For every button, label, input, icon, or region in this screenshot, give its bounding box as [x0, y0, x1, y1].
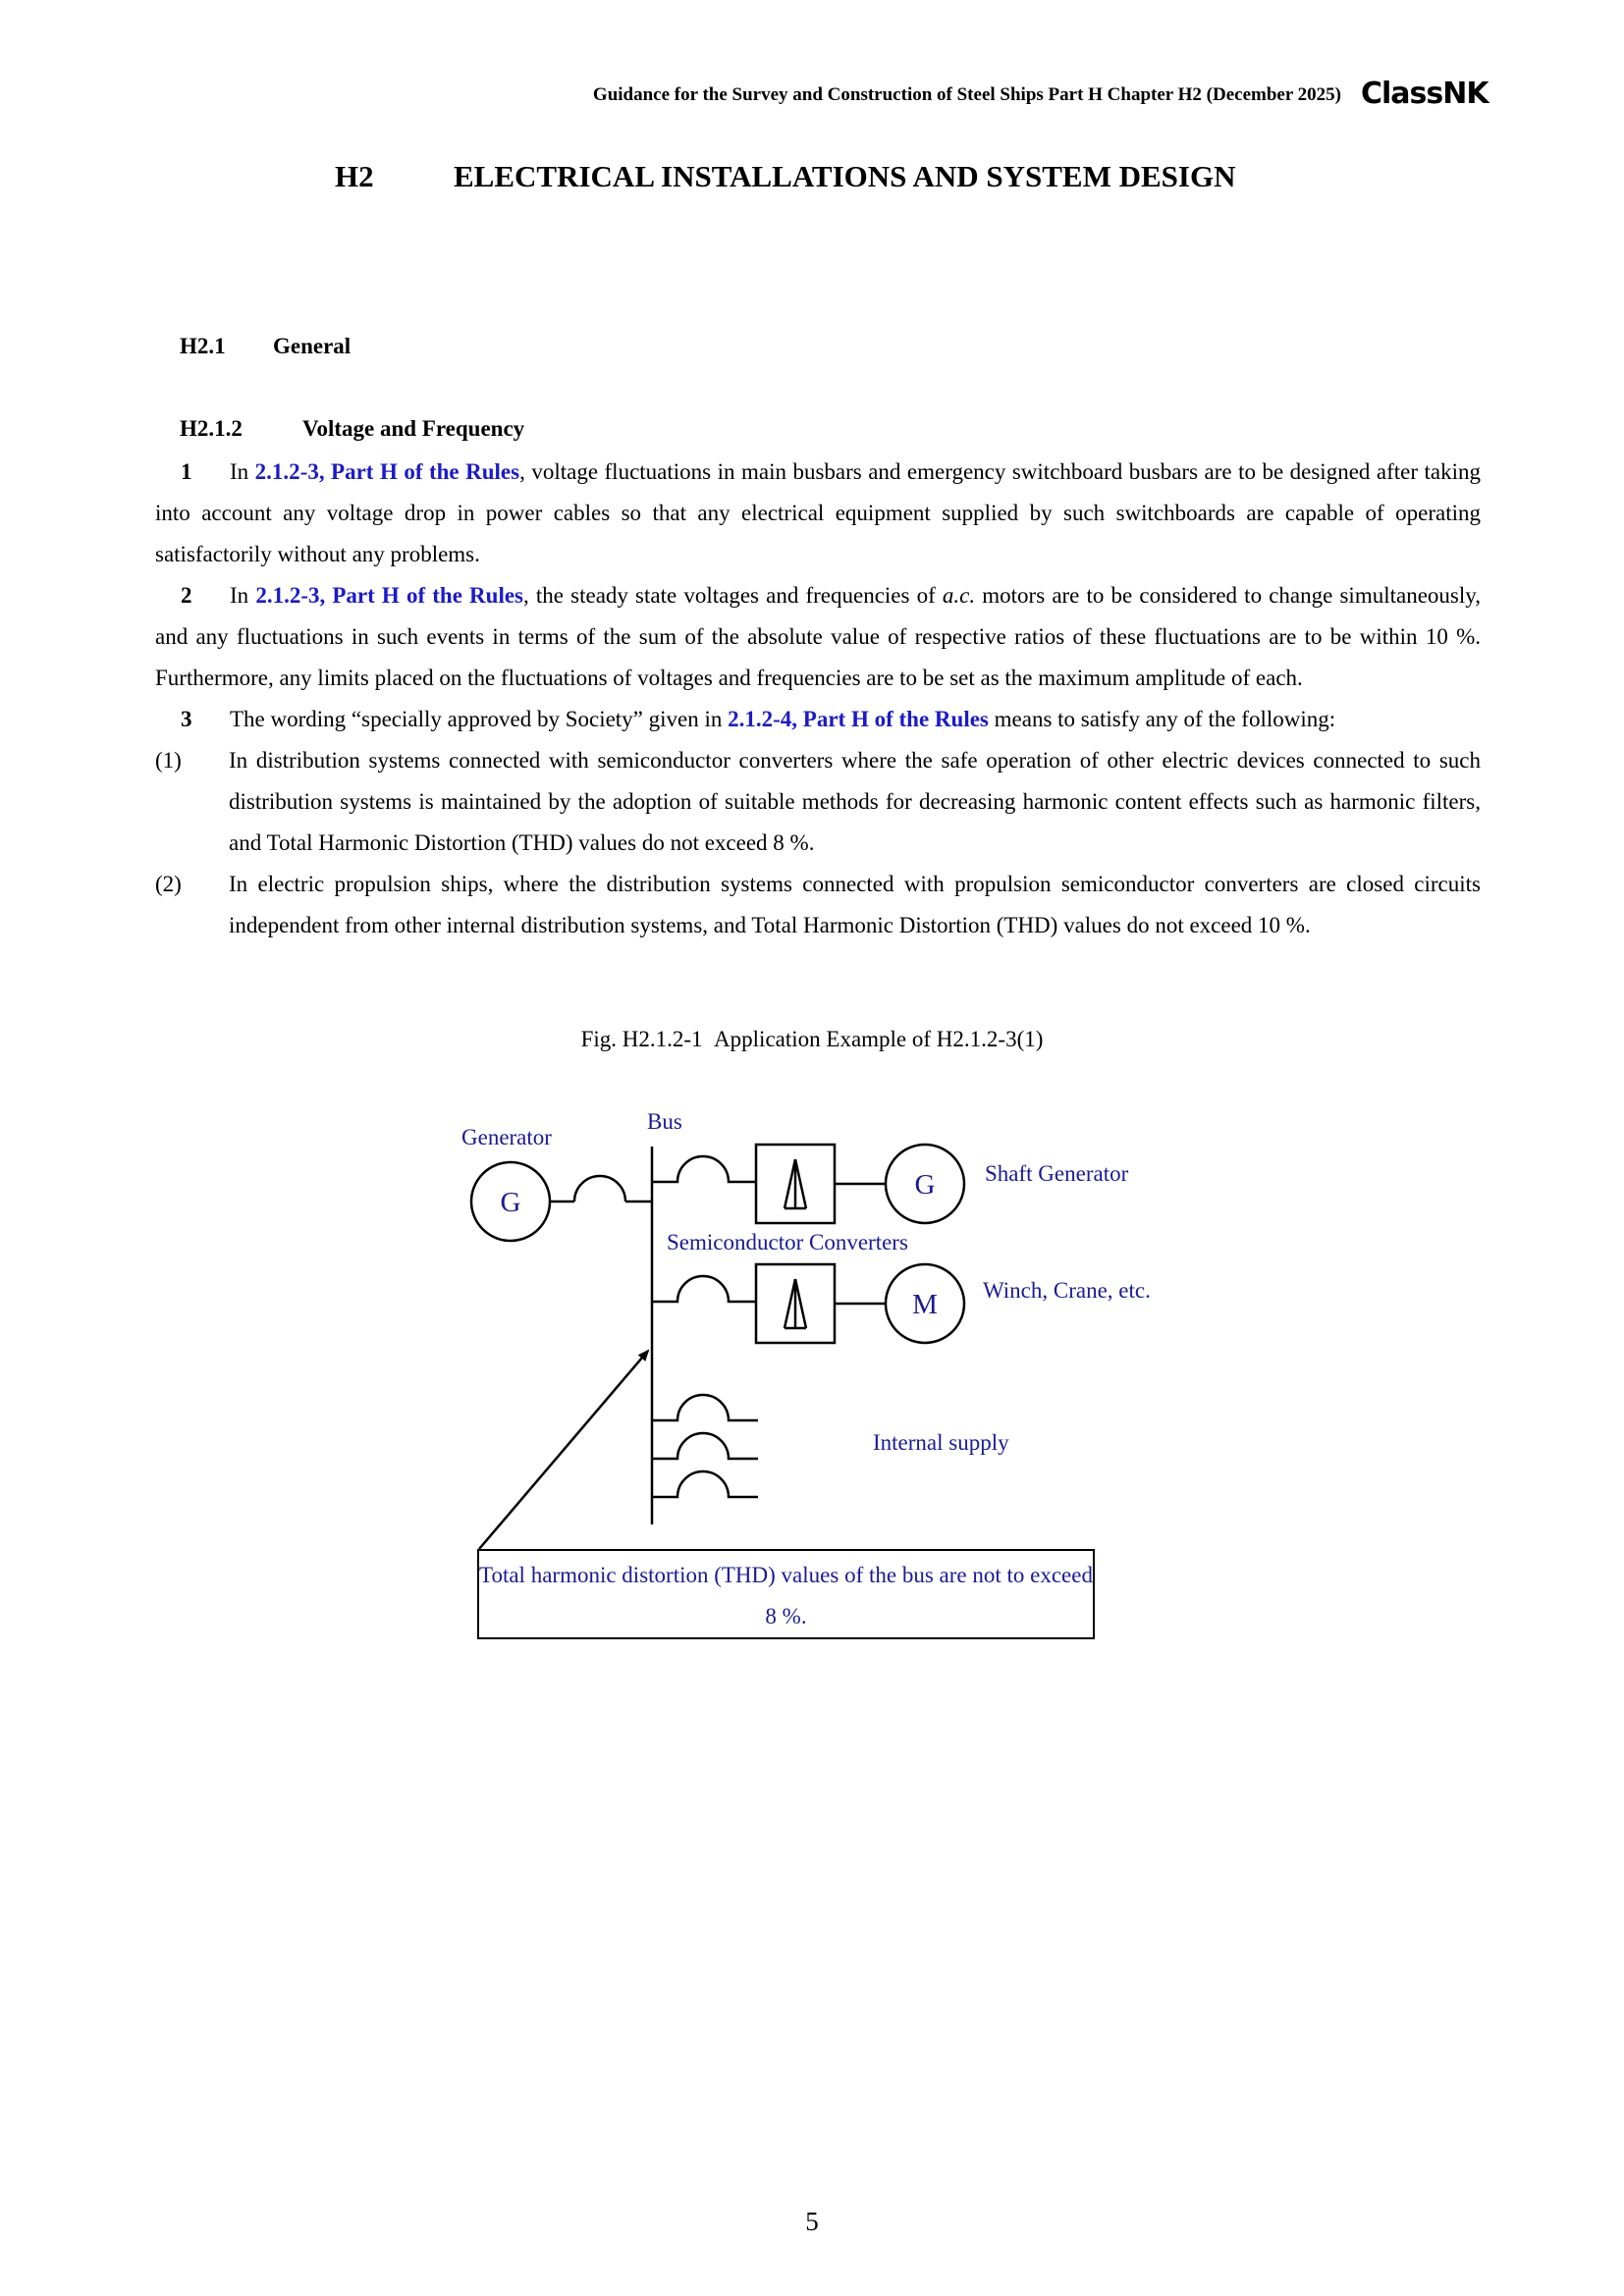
list-item-text: In electric propulsion ships, where the distribution systems connected with propulsion semiconductor converters are closed circuits independent from other internal distribution systems, and Total Harmonic Distortion (THD) values do not exceed 10 %.: [229, 872, 1481, 937]
subsection-title: Voltage and Frequency: [302, 416, 525, 441]
chapter-title: ELECTRICAL INSTALLATIONS AND SYSTEM DESIGN: [454, 159, 1236, 193]
running-title: Guidance for the Survey and Construction of Steel Ships Part H Chapter H2 (December 2025): [592, 84, 1341, 105]
semiconductor-converters-label: Semiconductor Converters: [667, 1230, 908, 1255]
internal-supply-label: Internal supply: [873, 1430, 1009, 1455]
shaft-generator-label: Shaft Generator: [985, 1161, 1129, 1186]
thd-note-box: Total harmonic distortion (THD) values of the bus are not to exceed 8 %.: [477, 1549, 1095, 1639]
paragraph-text: motors are to be considered to change simultaneously, and any fluctuations in such events in terms of the sum of the absolute value of respective ratios of these fluctuations are to be within 10 %. Furthermore, any limits placed on the fluctuations of voltages and frequencies are to be set as the maximum amplitude of each.: [155, 583, 1482, 690]
generator-label: Generator: [461, 1125, 552, 1149]
generator-breaker-symbol: [574, 1176, 625, 1201]
chapter-number: H2: [335, 159, 374, 193]
paragraph-number: 1: [181, 459, 192, 484]
classnk-logo: ClassNK: [1361, 77, 1489, 111]
figure-caption: Fig. H2.1.2-1 Application Example of H2.1.2-3(1): [580, 1027, 1044, 1051]
italic-term: a.c.: [942, 583, 976, 608]
list-item-number: (1): [155, 748, 182, 773]
paragraph-number: 2: [181, 583, 192, 608]
section-number: H2.1: [180, 334, 226, 358]
paragraph-number: 3: [181, 707, 192, 731]
list-item-text: In distribution systems connected with semiconductor converters where the safe operation of other electric devices connected to such distribution systems is maintained by the adoption of suitable methods for decreasing harmonic content effects such as harmonic filters, and Total Harmonic Distortion (THD) values do not exceed 8 %.: [229, 748, 1481, 855]
shaft-generator-symbol: G: [914, 1169, 936, 1201]
pointer-arrow: [479, 1351, 648, 1549]
paragraph-text: means to satisfy any of the following:: [988, 707, 1336, 731]
paragraph-text: , voltage fluctuations in main busbars and emergency switchboard busbars are to be designed after taking into account any voltage drop in power cables so that any electrical equipment supplied by such switchboards are capable of operating satisfactorily without any problems.: [155, 459, 1481, 566]
breaker-symbol: [652, 1433, 758, 1459]
rule-reference-link[interactable]: 2.1.2-4, Part H of the Rules: [728, 707, 989, 731]
list-item-number: (2): [155, 872, 182, 896]
section-title: General: [273, 334, 352, 358]
paragraph-text: The wording “specially approved by Society” given in: [230, 707, 729, 731]
winch-crane-label: Winch, Crane, etc.: [983, 1278, 1151, 1303]
paragraph-text: , the steady state voltages and frequencies of: [523, 583, 943, 608]
breaker-symbol: [652, 1156, 756, 1182]
paragraph-text: In: [230, 459, 255, 484]
breaker-symbol: [652, 1471, 758, 1497]
generator-symbol: G: [500, 1187, 521, 1218]
paragraph-text: In: [230, 583, 256, 608]
page-number: 5: [805, 2207, 819, 2236]
bus-label: Bus: [647, 1109, 682, 1134]
breaker-symbol: [652, 1276, 756, 1302]
motor-symbol: M: [912, 1289, 938, 1320]
rule-reference-link[interactable]: 2.1.2-3, Part H of the Rules: [254, 459, 520, 484]
rule-reference-link[interactable]: 2.1.2-3, Part H of the Rules: [255, 583, 524, 608]
breaker-symbol: [652, 1395, 758, 1420]
subsection-number: H2.1.2: [180, 416, 243, 441]
